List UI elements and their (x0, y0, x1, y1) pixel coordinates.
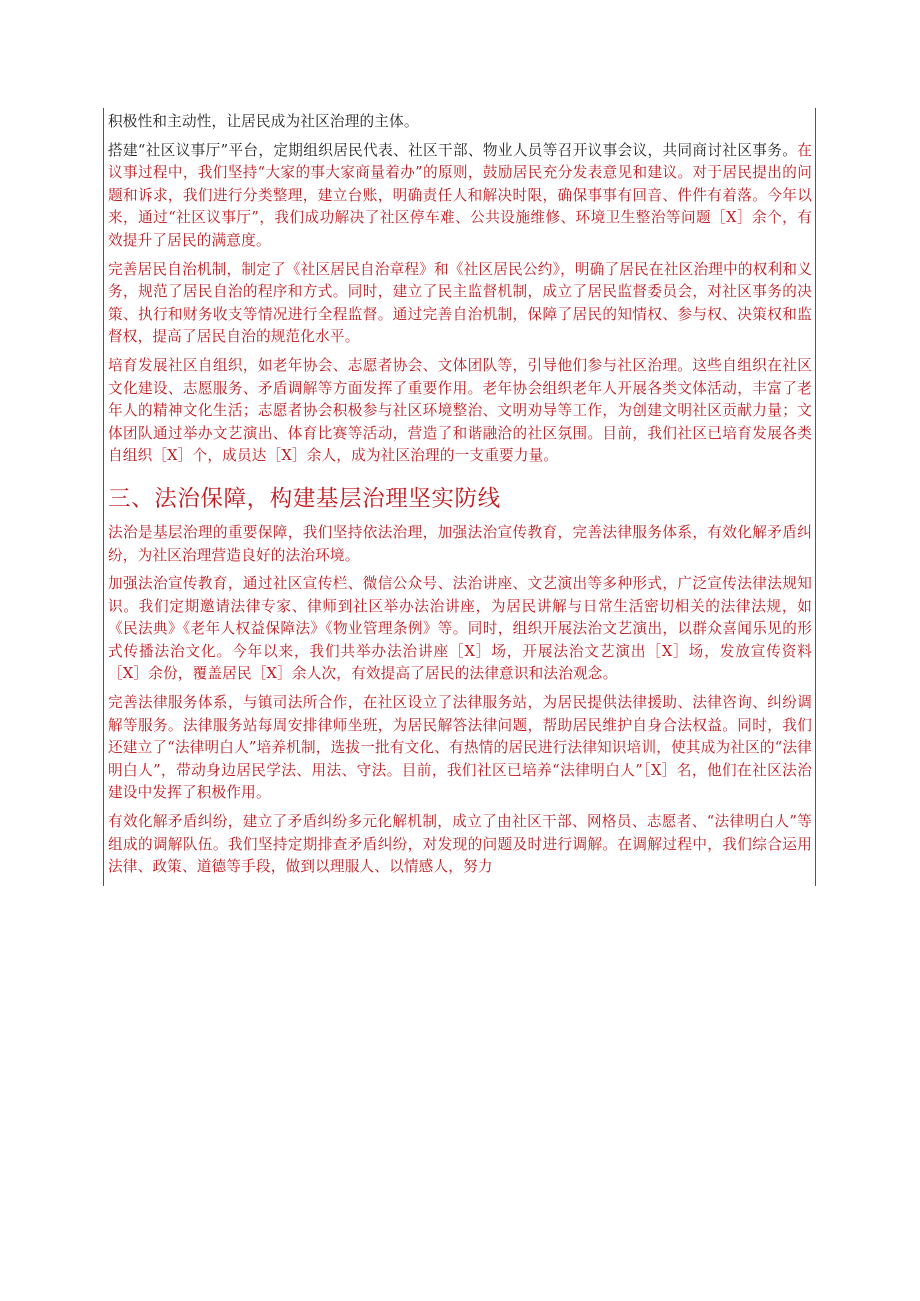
paragraph-self-organizations: 培育发展社区自组织，如老年协会、志愿者协会、文体团队等，引导他们参与社区治理。这些自组织在社区文化建设、志愿服务、矛盾调解等方面发挥了重要作用。老年协会组织老年人开展各类文体活动，丰富了老年人的精神文化生活；志愿者协会积极参与社区环境整治、文明劝导等工作，为创建文明社区贡献力量；文体团队通过举办文艺演出、体育比赛等活动，营造了和谐融洽的社区氛围。目前，我们社区已培育发展各类自组织［X］个，成员达［X］余人，成为社区治理的一支重要力量。 (108, 356, 812, 465)
section-heading-rule-of-law: 三、法治保障，构建基层治理坚实防线 (108, 485, 501, 512)
paragraph-council-hall (108, 140, 812, 253)
document-body (108, 111, 812, 885)
paragraph-council-hall-lead: 搭建“社区议事厅”平台，定期组织居民代表、社区干部、物业人员等召开议事会议，共同商讨社区事务。 (108, 141, 798, 159)
paragraph-self-governance: 完善居民自治机制，制定了《社区居民自治章程》和《社区居民公约》，明确了居民在社区治理中的权利和义务，规范了居民自治的程序和方式。同时，建立了民主监督机制，成立了居民监督委员会，对社区事务的决策、执行和财务收支等情况进行全程监督。通过完善自治机制，保障了居民的知情权、参与权、决策权和监督权，提高了居民自治的规范化水平。 (108, 260, 812, 346)
paragraph-intro-tail: 积极性和主动性，让居民成为社区治理的主体。 (108, 113, 419, 130)
paragraph-dispute-resolution: 有效化解矛盾纠纷，建立了矛盾纠纷多元化解机制，成立了由社区干部、网格员、志愿者、“法律明白人”等组成的调解队伍。我们坚持定期排查矛盾纠纷，对发现的问题及时进行调解。在调解过程中，我们综合运用法律、政策、道德等手段，做到以理服人、以情感人，努力 (108, 813, 812, 876)
paragraph-legal-education: 加强法治宣传教育，通过社区宣传栏、微信公众号、法治讲座、文艺演出等多种形式，广泛宣传法律法规知识。我们定期邀请法律专家、律师到社区举办法治讲座，为居民讲解与日常生活密切相关的法律法规，如《民法典》《老年人权益保障法》《物业管理条例》等。同时，组织开展法治文艺演出，以群众喜闻乐见的形式传播法治文化。今年以来，我们共举办法治讲座［X］场，开展法治文艺演出［X］场，发放宣传资料［X］余份，覆盖居民［X］余人次，有效提高了居民的法律意识和法治观念。 (108, 575, 812, 683)
paragraph-council-hall-rest: 在议事过程中，我们坚持“大家的事大家商量着办”的原则，鼓励居民充分发表意见和建议。对于居民提出的问题和诉求，我们进行分类整理，建立台账，明确责任人和解决时限，确保事事有回音、件件有着落。今年以来，通过“社区议事厅”，我们成功解决了社区停车难、公共设施维修、环境卫生整治等问题［X］余个，有效提升了居民的满意度。 (108, 141, 812, 249)
paragraph-rule-of-law-intro: 法治是基层治理的重要保障，我们坚持依法治理，加强法治宣传教育，完善法律服务体系，有效化解矛盾纠纷，为社区治理营造良好的法治环境。 (108, 523, 812, 564)
paragraph-legal-services: 完善法律服务体系，与镇司法所合作，在社区设立了法律服务站，为居民提供法律援助、法律咨询、纠纷调解等服务。法律服务站每周安排律师坐班，为居民解答法律问题，帮助居民维护自身合法权益。同时，我们还建立了“法律明白人”培养机制，选拔一批有文化、有热情的居民进行法律知识培训，使其成为社区的“法律明白人”，带动身边居民学法、用法、守法。目前，我们社区已培养“法律明白人”［X］名，他们在社区法治建设中发挥了积极作用。 (108, 694, 812, 802)
